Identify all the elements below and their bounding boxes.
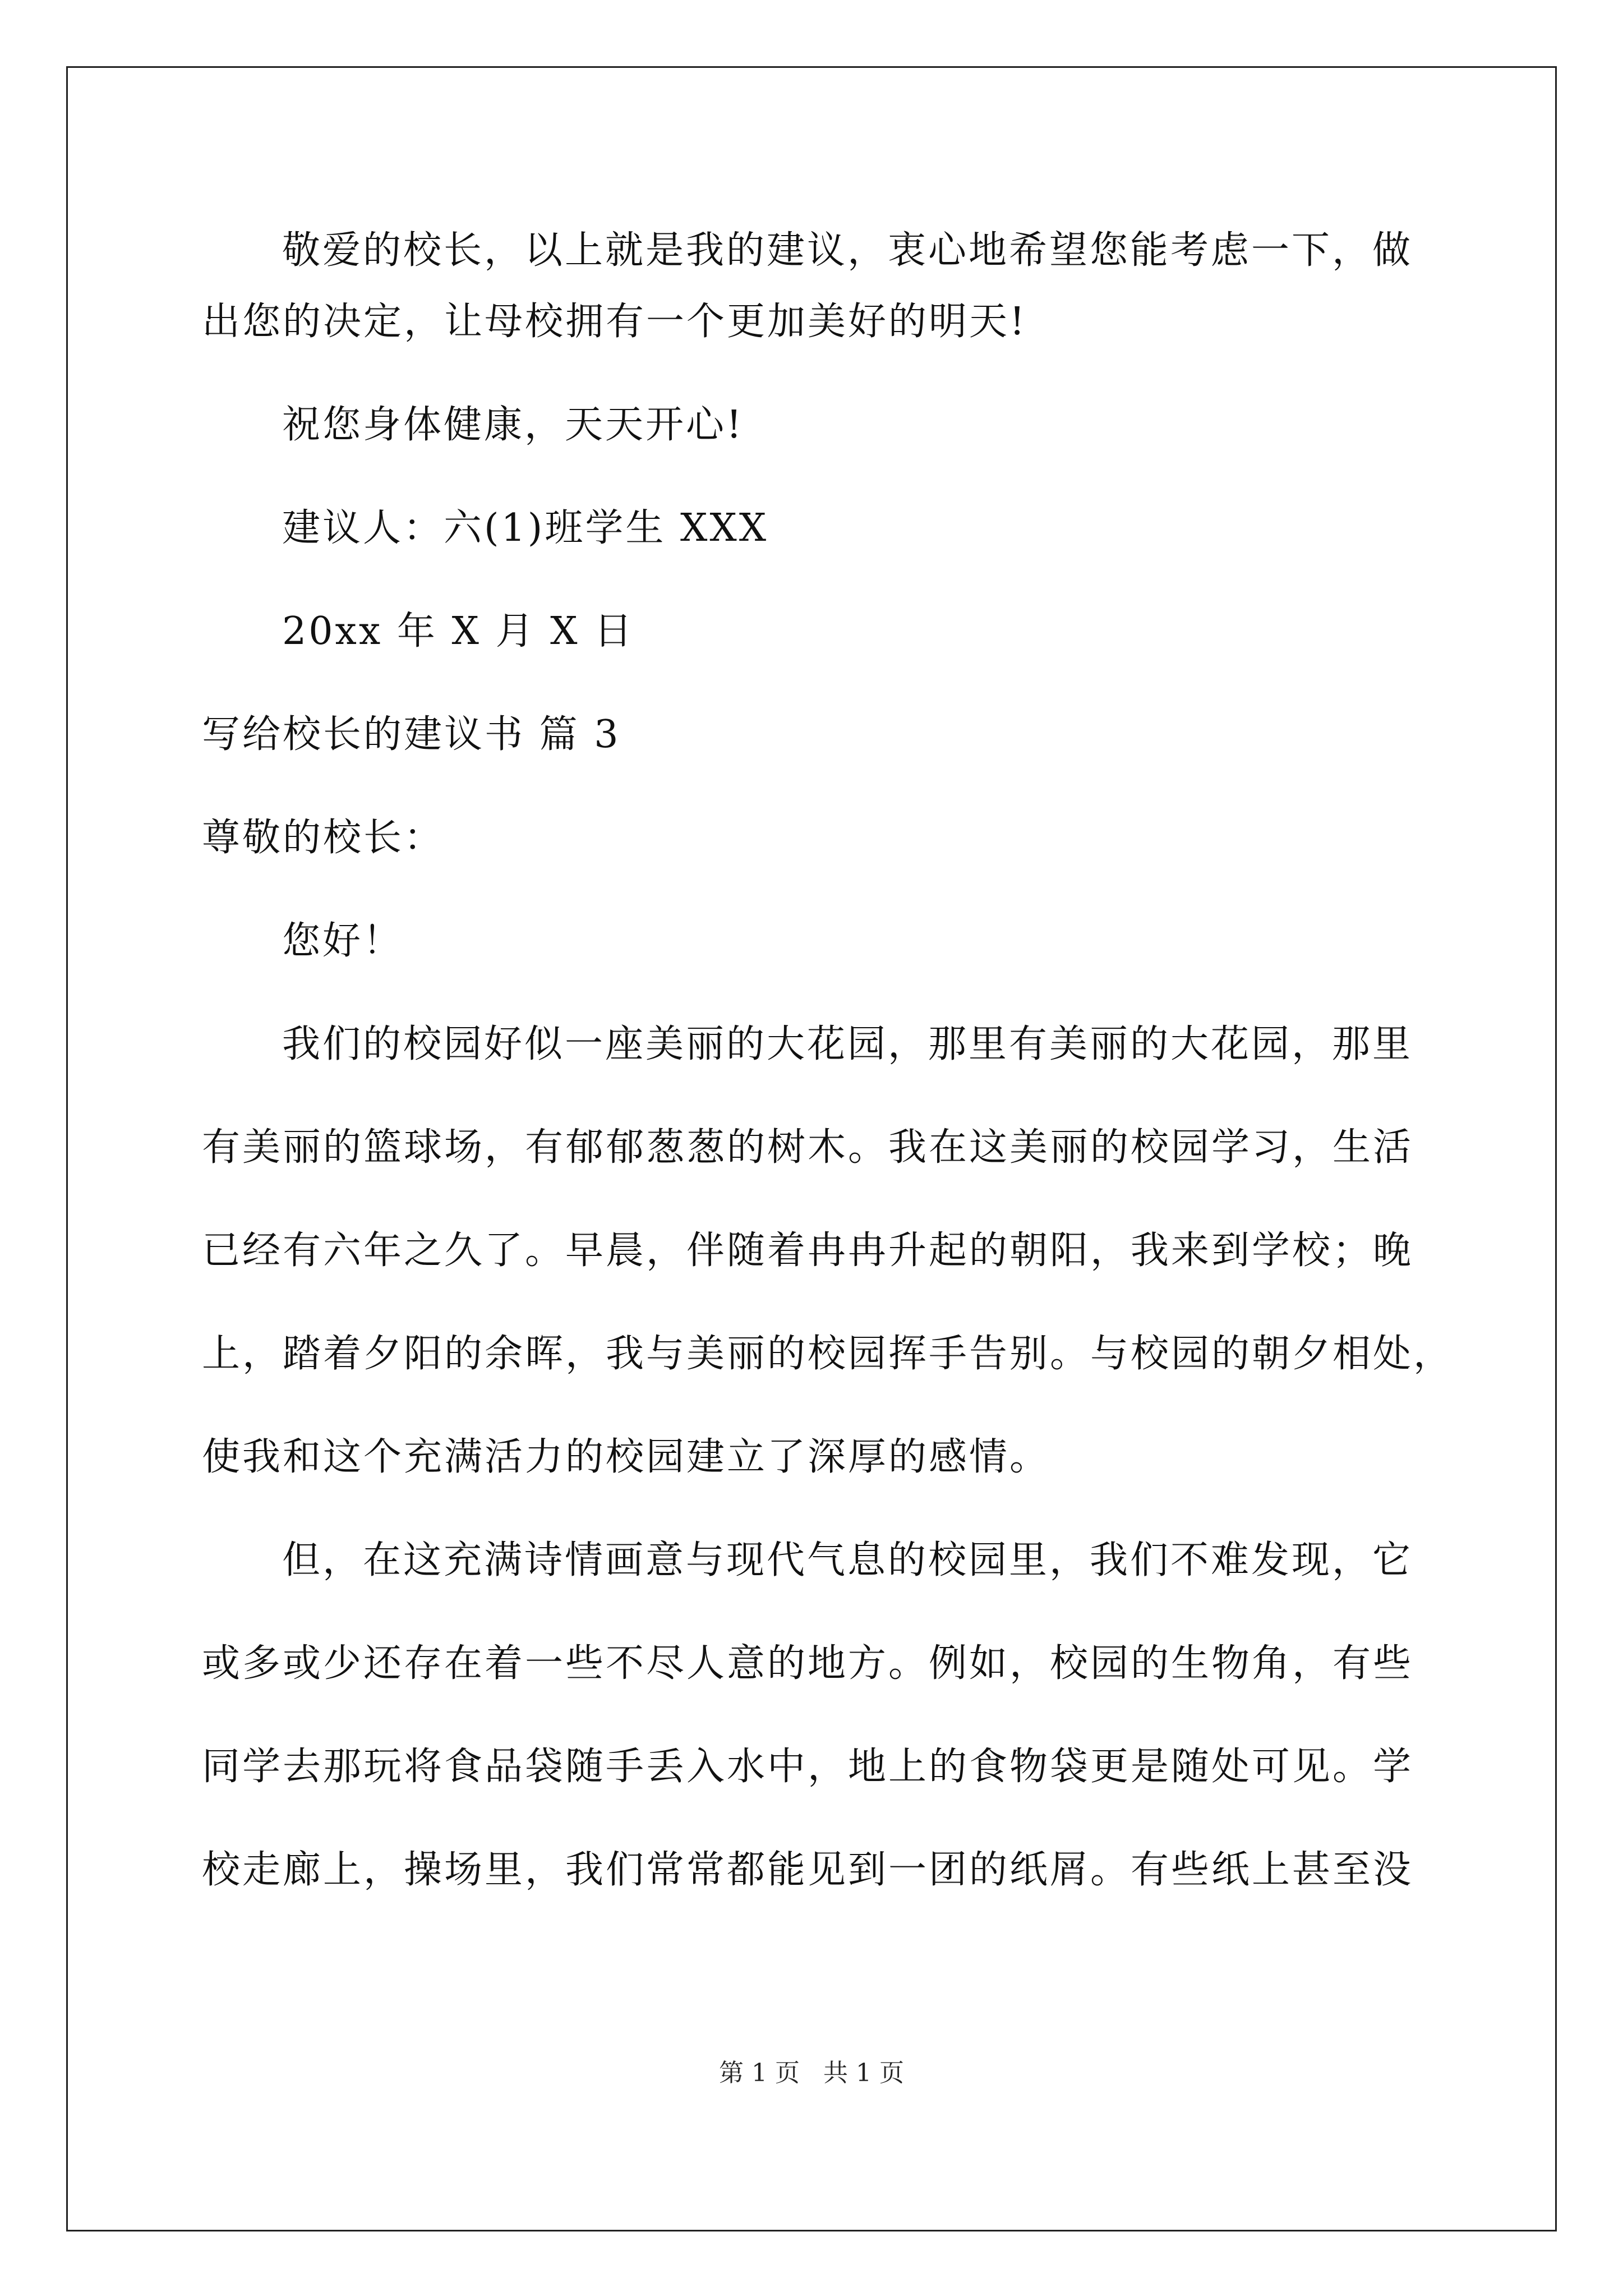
- paragraph-line: 上，踏着夕阳的余晖，我与美丽的校园挥手告别。与校园的朝夕相处，: [202, 1332, 1454, 1376]
- date-line: 20xx 年 X 月 X 日: [282, 609, 635, 654]
- paragraph-line: 已经有六年之久了。早晨，伴随着冉冉升起的朝阳，我来到学校；晚: [202, 1228, 1414, 1273]
- paragraph-line: 同学去那玩将食品袋随手丢入水中，地上的食物袋更是随处可见。学: [202, 1745, 1414, 1789]
- paragraph-line: 校走廊上，操场里，我们常常都能见到一团的纸屑。有些纸上甚至没: [202, 1848, 1414, 1892]
- paragraph-line: 但，在这充满诗情画意与现代气息的校园里，我们不难发现，它: [282, 1538, 1413, 1582]
- paragraph-line: 或多或少还存在着一些不尽人意的地方。例如，校园的生物角，有些: [202, 1641, 1414, 1686]
- salutation: 尊敬的校长：: [202, 816, 445, 860]
- greeting: 您好！: [282, 919, 404, 963]
- section-heading: 写给校长的建议书 篇 3: [202, 712, 621, 757]
- paragraph-line: 有美丽的篮球场，有郁郁葱葱的树木。我在这美丽的校园学习，生活: [202, 1125, 1414, 1170]
- paragraph-line: 使我和这个充满活力的校园建立了深厚的感情。: [202, 1435, 1050, 1479]
- paragraph-line: 祝您身体健康，天天开心!: [282, 403, 744, 447]
- page-footer: 第 1 页 共 1 页: [719, 2059, 904, 2087]
- paragraph-line: 建议人：六(1)班学生 XXX: [282, 506, 769, 550]
- paragraph-line: 我们的校园好似一座美丽的大花园，那里有美丽的大花园，那里: [282, 1022, 1413, 1066]
- paragraph-line: 敬爱的校长，以上就是我的建议，衷心地希望您能考虑一下，做: [282, 228, 1413, 273]
- paragraph-line: 出您的决定，让母校拥有一个更加美好的明天!: [202, 300, 1027, 344]
